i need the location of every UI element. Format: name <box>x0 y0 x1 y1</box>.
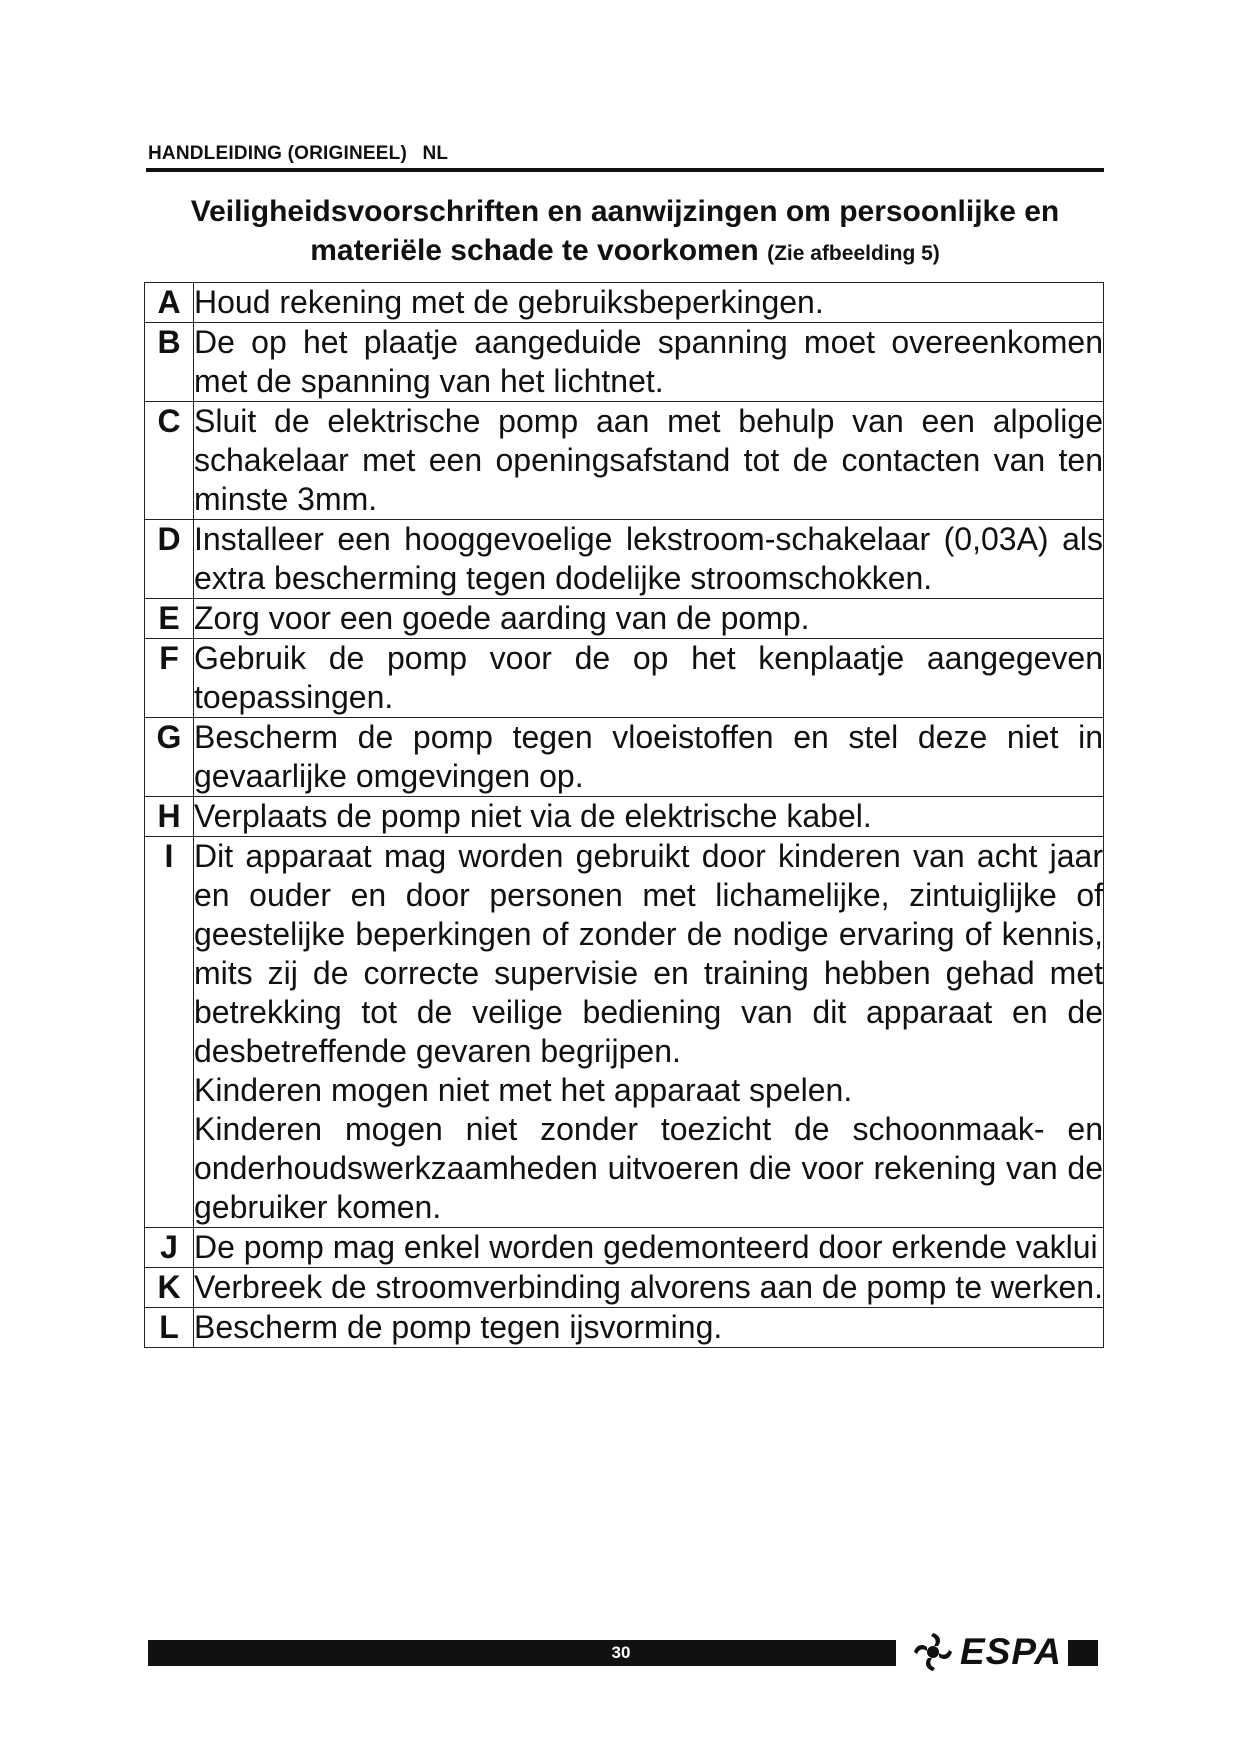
rule-letter: H <box>145 797 194 837</box>
header-divider <box>146 168 1104 172</box>
rule-letter: F <box>145 639 194 718</box>
rule-text-paragraph: Houd rekening met de gebruiksbeperkingen. <box>194 284 824 320</box>
rule-row <box>145 1228 1104 1268</box>
language-code: NL <box>422 143 449 164</box>
rule-letter: C <box>145 402 194 520</box>
rule-text <box>194 1228 1104 1268</box>
rule-letter: L <box>145 1308 194 1348</box>
rule-text-paragraph: Zorg voor een goede aarding van de pomp. <box>194 600 810 636</box>
rule-text-paragraph: Kinderen mogen niet met het apparaat spelen. <box>194 1072 853 1108</box>
rule-text <box>194 283 1104 323</box>
rule-text-paragraph: Gebruik de pomp voor de op het kenplaatje aangegeven toepassingen. <box>194 640 1103 715</box>
safety-rules-table <box>144 282 1104 1348</box>
rule-text-paragraph: Bescherm de pomp tegen ijsvorming. <box>194 1309 723 1345</box>
rule-row <box>145 520 1104 599</box>
rule-text <box>194 1268 1104 1308</box>
title-line-2: materiële schade te voorkomen <box>310 234 759 267</box>
rule-text-paragraph: Kinderen mogen niet zonder toezicht de schoonmaak- en onderhoudswerkzaamheden uitvoeren die voor rekening van de gebruiker komen. <box>194 1111 1103 1225</box>
rule-text-paragraph: De op het plaatje aangeduide spanning moet overeenkomen met de spanning van het lichtnet. <box>194 324 1103 399</box>
rule-row <box>145 1308 1104 1348</box>
manual-header <box>148 143 448 165</box>
figure-reference: (Zie afbeelding 5) <box>767 242 940 265</box>
title-line-1: Veiligheidsvoorschriften en aanwijzingen om persoonlijke en <box>190 195 1060 228</box>
rule-text-paragraph: Sluit de elektrische pomp aan met behulp van een alpolige schakelaar met een openingsafstand tot de contacten van ten minste 3mm. <box>194 403 1103 517</box>
rule-text <box>194 520 1104 599</box>
rule-row <box>145 323 1104 402</box>
rule-row <box>145 283 1104 323</box>
rule-text <box>194 323 1104 402</box>
rule-text <box>194 1308 1104 1348</box>
page-title <box>146 192 1104 273</box>
rule-row <box>145 402 1104 520</box>
footer-end-block <box>1068 1640 1098 1666</box>
rule-text <box>194 837 1104 1228</box>
rule-text-paragraph: Verbreek de stroomverbinding alvorens aan de pomp te werken. <box>194 1269 1103 1305</box>
rule-letter: A <box>145 283 194 323</box>
rule-letter: G <box>145 718 194 797</box>
rule-letter: I <box>145 837 194 1228</box>
pump-impeller-icon <box>910 1629 956 1675</box>
rule-letter: B <box>145 323 194 402</box>
rule-text-paragraph: Dit apparaat mag worden gebruikt door kinderen van acht jaar en ouder en door personen met lichamelijke, zintuiglijke of geestelijke beperkingen of zonder de nodige ervaring of kennis, mits zij de correcte supervisie en training hebben gehad met betrekking tot de veilige bediening van dit apparaat en de desbetreffende gevaren begrijpen. <box>194 838 1103 1069</box>
rule-text <box>194 599 1104 639</box>
rule-row <box>145 797 1104 837</box>
rule-letter: J <box>145 1228 194 1268</box>
rule-letter: K <box>145 1268 194 1308</box>
rule-text <box>194 639 1104 718</box>
rule-row <box>145 639 1104 718</box>
manual-header-label: HANDLEIDING (ORIGINEEL) <box>148 143 407 164</box>
footer-bar <box>148 1640 896 1666</box>
safety-rules-body <box>145 283 1104 1348</box>
rule-text <box>194 718 1104 797</box>
rule-row <box>145 718 1104 797</box>
espa-logo <box>910 1628 1062 1676</box>
rule-row <box>145 837 1104 1228</box>
rule-text-paragraph: Installeer een hooggevoelige lekstroom-schakelaar (0,03A) als extra bescherming tegen dodelijke stroomschokken. <box>194 521 1103 596</box>
rule-text <box>194 402 1104 520</box>
rule-row <box>145 1268 1104 1308</box>
rule-letter: E <box>145 599 194 639</box>
page-number: 30 <box>611 1643 631 1662</box>
rule-text-paragraph: Verplaats de pomp niet via de elektrische kabel. <box>194 798 872 834</box>
rule-letter: D <box>145 520 194 599</box>
rule-text-paragraph: Bescherm de pomp tegen vloeistoffen en stel deze niet in gevaarlijke omgevingen op. <box>194 719 1103 794</box>
brand-name: ESPA <box>960 1631 1063 1672</box>
rule-text-paragraph: De pomp mag enkel worden gedemonteerd door erkende vaklui <box>194 1229 1098 1265</box>
rule-text <box>194 797 1104 837</box>
rule-row <box>145 599 1104 639</box>
